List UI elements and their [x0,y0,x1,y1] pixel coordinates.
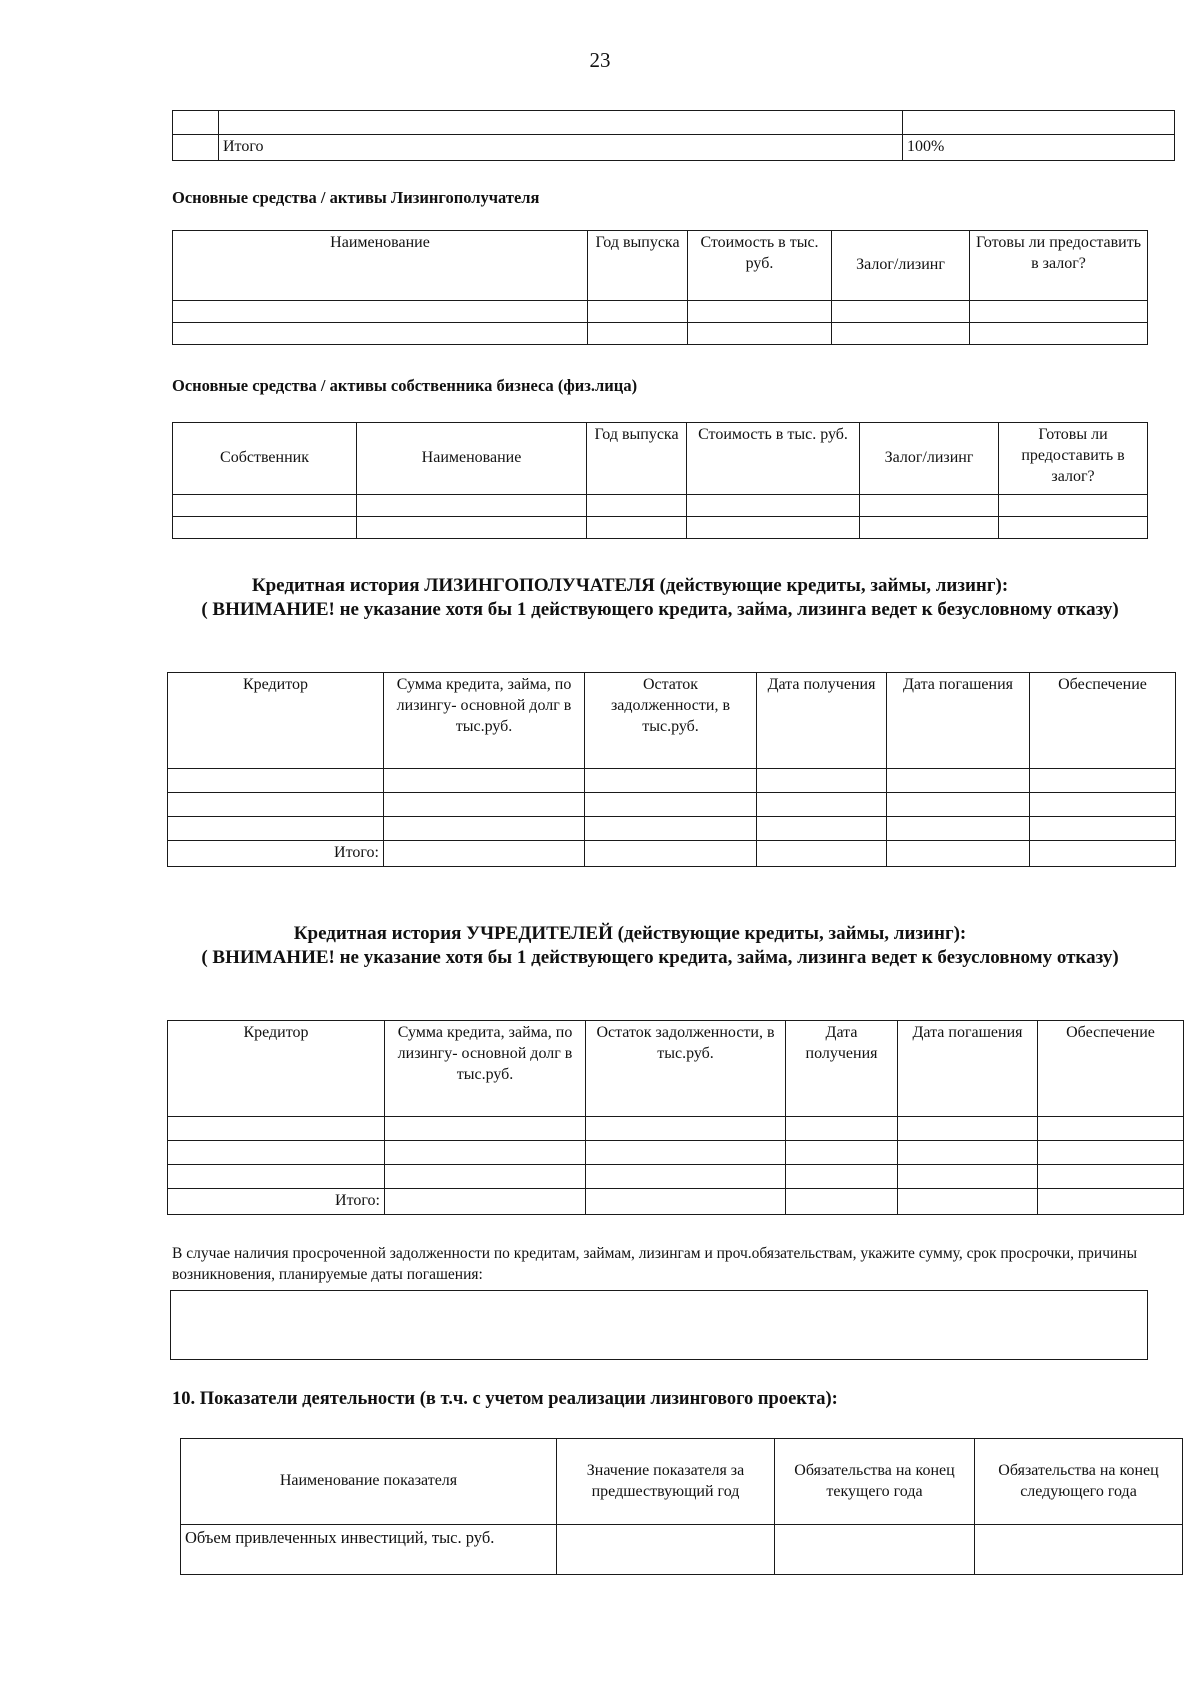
table-cell[interactable] [1030,817,1176,841]
table-cell[interactable] [585,793,757,817]
founders-credit-table [167,1020,1184,1215]
table-cell[interactable] [1038,1165,1184,1189]
header-cost: Стоимость в тыс. руб. [688,231,832,301]
header-balance: Остаток задолженности, в тыс.руб. [586,1021,786,1117]
table-cell[interactable] [173,111,219,135]
table-cell[interactable] [587,495,687,517]
founders-credit-warning: ( ВНИМАНИЕ! не указание хотя бы 1 действующего кредита, займа, лизинга ведет к безусловному отказу) [201,947,1119,968]
table-cell[interactable] [786,1141,898,1165]
table-cell[interactable] [357,517,587,539]
table-cell[interactable] [168,1165,385,1189]
header-year: Год выпуска [588,231,688,301]
table-cell[interactable] [585,841,757,867]
table-cell[interactable] [887,841,1030,867]
table-cell[interactable] [168,817,384,841]
header-balance: Остаток задолженности, в тыс.руб. [585,673,757,769]
table-cell[interactable] [688,323,832,345]
header-amount: Сумма кредита, займа, по лизингу- основной долг в тыс.руб. [384,673,585,769]
table-cell[interactable] [1038,1117,1184,1141]
owner-assets-title: Основные средства / активы собственника бизнеса (физ.лица) [172,376,638,395]
table-cell[interactable] [860,517,999,539]
table-cell[interactable] [687,517,860,539]
table-cell[interactable] [586,1141,786,1165]
table-cell[interactable] [757,841,887,867]
performance-table [180,1438,1183,1575]
top-continuation-table [172,110,1175,161]
table-cell[interactable] [588,301,688,323]
table-cell[interactable] [786,1165,898,1189]
performance-title: 10. Показатели деятельности (в т.ч. с учетом реализации лизингового проекта): [172,1389,838,1409]
table-cell[interactable] [687,495,860,517]
table-cell[interactable] [168,793,384,817]
lessee-credit-table [167,672,1176,867]
table-cell[interactable] [586,1165,786,1189]
founders-credit-title: Кредитная история УЧРЕДИТЕЛЕЙ (действующие кредиты, займы, лизинг): [293,923,967,944]
header-date-repaid: Дата погашения [887,673,1030,769]
table-cell[interactable] [173,135,219,161]
table-cell[interactable] [786,1189,898,1215]
lessee-credit-warning: ( ВНИМАНИЕ! не указание хотя бы 1 действующего кредита, займа, лизинга ведет к безусловному отказу) [201,599,1119,620]
header-amount: Сумма кредита, займа, по лизингу- основной долг в тыс.руб. [385,1021,586,1117]
table-cell[interactable] [585,817,757,841]
table-cell[interactable] [587,517,687,539]
table-cell[interactable] [860,495,999,517]
header-name: Наименование [173,231,588,301]
table-cell[interactable] [887,769,1030,793]
table-cell[interactable] [887,817,1030,841]
overdue-note: В случае наличия просроченной задолженности по кредитам, займам, лизингам и проч.обязательствам, укажите сумму, срок просрочки, причины возникновения, планируемые даты погашения: [172,1245,1138,1283]
table-cell[interactable] [385,1189,586,1215]
header-ready-pledge: Готовы ли предоставить в залог? [970,231,1148,301]
indicator-investments: Объем привлеченных инвестиций, тыс. руб. [181,1525,557,1575]
lessee-assets-table [172,230,1148,345]
header-collateral: Обеспечение [1038,1021,1184,1117]
page-number: 23 [589,48,611,72]
owner-assets-table [172,422,1148,539]
table-cell[interactable] [775,1525,975,1575]
table-cell[interactable] [557,1525,775,1575]
table-cell[interactable] [385,1117,586,1141]
total-label: Итого [219,135,903,161]
header-date-received: Дата получения [757,673,887,769]
table-cell[interactable] [898,1141,1038,1165]
table-cell[interactable] [757,769,887,793]
table-cell[interactable] [586,1117,786,1141]
table-cell[interactable] [357,495,587,517]
table-cell[interactable] [588,323,688,345]
header-name: Наименование [357,423,587,495]
table-cell[interactable] [757,817,887,841]
table-cell[interactable] [757,793,887,817]
total-value: 100% [903,135,1175,161]
header-indicator-name: Наименование показателя [181,1439,557,1525]
table-cell[interactable] [832,301,970,323]
table-cell[interactable] [384,769,585,793]
table-cell[interactable] [173,495,357,517]
table-cell[interactable] [385,1141,586,1165]
table-cell[interactable] [903,111,1175,135]
total-label: Итого: [168,1189,385,1215]
total-label: Итого: [168,841,384,867]
header-date-received: Дата получения [786,1021,898,1117]
table-cell[interactable] [1038,1141,1184,1165]
header-collateral: Обеспечение [1030,673,1176,769]
table-cell[interactable] [832,323,970,345]
table-cell[interactable] [168,769,384,793]
table-cell[interactable] [1030,841,1176,867]
table-cell[interactable] [585,769,757,793]
header-ready-pledge: Готовы ли предоставить в залог? [999,423,1148,495]
lessee-assets-title: Основные средства / активы Лизингополучателя [172,188,540,207]
header-owner: Собственник [173,423,357,495]
header-creditor: Кредитор [168,673,384,769]
table-cell[interactable] [586,1189,786,1215]
table-cell[interactable] [173,301,588,323]
table-cell[interactable] [975,1525,1183,1575]
header-cost: Стоимость в тыс. руб. [687,423,860,495]
table-cell[interactable] [898,1189,1038,1215]
table-cell[interactable] [970,323,1148,345]
table-cell[interactable] [385,1165,586,1189]
header-next-year: Обязательства на конец следующего года [975,1439,1183,1525]
table-cell[interactable] [168,1117,385,1141]
header-year: Год выпуска [587,423,687,495]
table-cell[interactable] [887,793,1030,817]
table-cell[interactable] [786,1117,898,1141]
header-prev-year: Значение показателя за предшествующий год [557,1439,775,1525]
header-pledge: Залог/лизинг [832,231,970,301]
table-cell[interactable] [999,517,1148,539]
header-creditor: Кредитор [168,1021,385,1117]
table-cell[interactable] [970,301,1148,323]
header-pledge: Залог/лизинг [860,423,999,495]
table-cell[interactable] [688,301,832,323]
table-cell[interactable] [384,793,585,817]
table-cell[interactable] [1038,1189,1184,1215]
table-cell[interactable] [219,111,903,135]
table-cell[interactable] [898,1165,1038,1189]
header-date-repaid: Дата погашения [898,1021,1038,1117]
table-cell[interactable] [384,841,585,867]
table-cell[interactable] [898,1117,1038,1141]
table-cell[interactable] [1030,769,1176,793]
overdue-input-box[interactable] [170,1290,1148,1360]
lessee-credit-title: Кредитная история ЛИЗИНГОПОЛУЧАТЕЛЯ (действующие кредиты, займы, лизинг): [251,575,1009,596]
header-current-year: Обязательства на конец текущего года [775,1439,975,1525]
table-cell[interactable] [384,817,585,841]
table-cell[interactable] [173,517,357,539]
table-cell[interactable] [173,323,588,345]
table-cell[interactable] [999,495,1148,517]
table-cell[interactable] [1030,793,1176,817]
table-cell[interactable] [168,1141,385,1165]
